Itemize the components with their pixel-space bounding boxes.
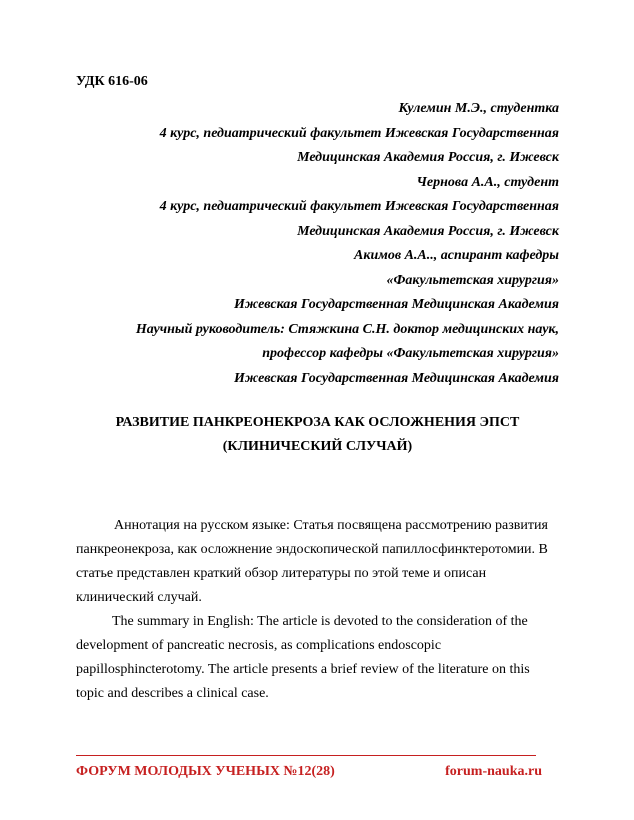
author-line: Чернова А.А., студент (416, 174, 559, 190)
author-line: профессор кафедры «Факультетская хирургия» (262, 346, 559, 361)
article-title (76, 411, 559, 459)
footer-divider (76, 755, 536, 756)
author-line: Научный руководитель: Стяжкина С.Н. доктор медицинских наук, (135, 321, 559, 337)
udk-code: УДК 616-06 (76, 74, 148, 89)
title-line-1: РАЗВИТИЕ ПАНКРЕОНЕКРОЗА КАК ОСЛОЖНЕНИЯ ЭПСТ (115, 415, 520, 430)
footer-journal-name: ФОРУМ МОЛОДЫХ УЧЕНЫХ №12(28) (76, 764, 335, 779)
author-line: Ижевская Государственная Медицинская Академия (234, 297, 559, 312)
author-line: «Факультетская хирургия» (386, 272, 559, 288)
author-line: Медицинская Академия Россия, г. Ижевск (297, 223, 559, 239)
title-line-2: (КЛИНИЧЕСКИЙ СЛУЧАЙ) (222, 439, 413, 454)
author-line: Акимов А.А.., аспирант кафедры (354, 248, 559, 263)
author-line: 4 курс, педиатрический факультет Ижевская Государственная (159, 199, 559, 214)
author-line: 4 курс, педиатрический факультет Ижевская Государственная (159, 125, 559, 141)
footer-site-link[interactable]: forum-nauka.ru (445, 764, 542, 779)
author-line: Кулемин М.Э., студентка (398, 101, 559, 116)
abstract-english: The summary in English: The article is devoted to the consideration of the development of pancreatic necrosis, as complications endoscopic papillosphincterotomy. The article presents a brief review of the literature on this topic and describes a clinical case. (76, 614, 530, 701)
author-block (76, 97, 559, 391)
abstract (76, 514, 559, 706)
author-line: Медицинская Академия Россия, г. Ижевск (297, 150, 559, 165)
author-line: Ижевская Государственная Медицинская Академия (234, 370, 559, 386)
abstract-russian: Аннотация на русском языке: Статья посвящена рассмотрению развития панкреонекроза, как осложнение эндоскопической папиллосфинктеротомии. В статье представлен краткий обзор литературы по этой теме и описан клинический случай. (76, 518, 548, 605)
